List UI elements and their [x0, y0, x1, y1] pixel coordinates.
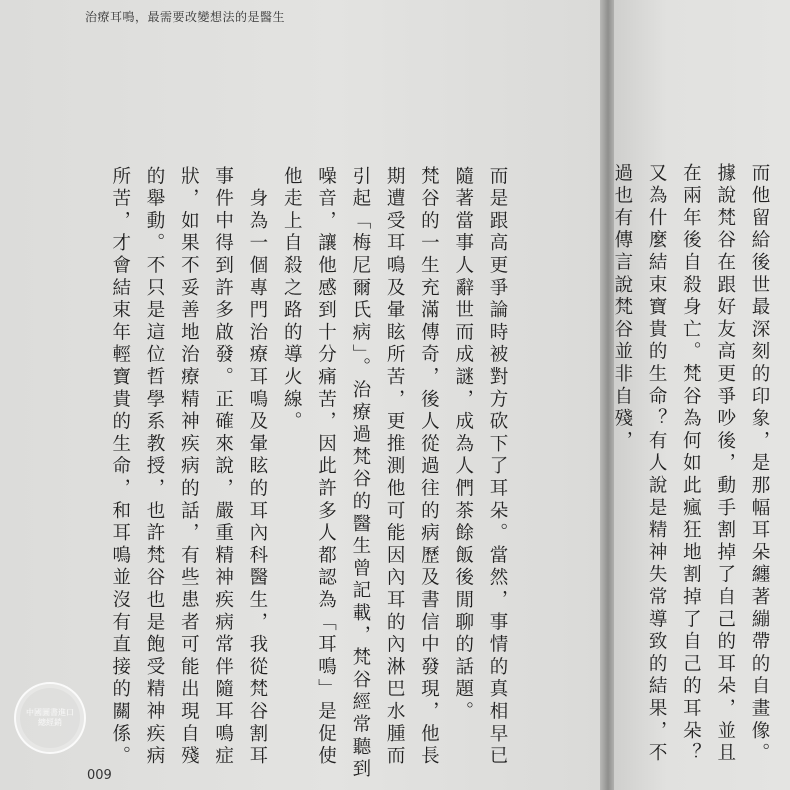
paragraph: 而他留給後世最深刻的印象，是那幅耳朵纏著繃帶的自畫像。據說梵谷在跟好友高更爭吵後，動手割掉了自己的耳朵，並且在兩年後自殺身亡。梵谷為何如此瘋狂地割掉了自己的耳朵？又為什麼結束寶貴的生命？有人說是精神失常導致的結果，不過也有傳言說梵谷並非自殘，	[611, 163, 770, 766]
paragraph: 而是跟高更爭論時被對方砍下了耳朵。當然，事情的真相早已隨著當事人辭世而成謎，成為人們茶餘飯後閒聊的話題。	[452, 166, 508, 769]
running-title: 治療耳鳴，最需要改變想法的是醫生	[85, 10, 286, 24]
page-number: 009	[87, 768, 112, 783]
stamp-text: 中國圖書進口總經銷	[26, 708, 74, 727]
body-text-left	[102, 166, 514, 786]
body-text-right	[605, 163, 776, 783]
paragraph: 梵谷的一生充滿傳奇，後人從過往的病歷及書信中發現，他長期遭受耳鳴及暈眩所苦，更推測他可能因內耳的內淋巴水腫而引起「梅尼爾氏病」。治療過梵谷的醫生曾記載，梵谷經常聽到噪音，讓他感到十分痛苦，因此許多人都認為「耳鳴」是促使他走上自殺之路的導火線。	[281, 166, 440, 782]
paragraph: 身為一個專門治療耳鳴及暈眩的耳內科醫生，我從梵谷割耳事件中得到許多啟發。正確來說，嚴重精神疾病常伴隨耳鳴症狀，如果不妥善地治療精神疾病的話，有些患者可能出現自殘的舉動。不只是這位哲學系教授，也許梵谷也是飽受精神疾病所苦，才會結束年輕寶貴的生命，和耳鳴並沒有直接的關係。	[109, 166, 268, 769]
seal-stamp-icon	[14, 682, 86, 754]
right-page	[611, 0, 790, 790]
